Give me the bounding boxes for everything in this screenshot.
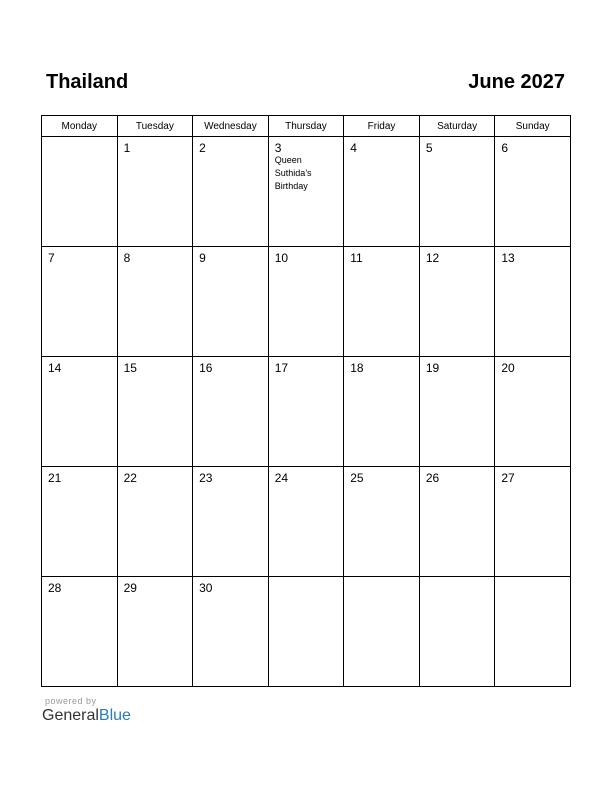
- day-number: 23: [199, 471, 213, 485]
- day-cell: [117, 137, 193, 247]
- day-cell: [344, 467, 420, 577]
- day-number: 1: [123, 141, 131, 155]
- day-cell: [344, 357, 420, 467]
- day-number: 15: [123, 361, 137, 375]
- day-number: 28: [48, 581, 62, 595]
- day-number: 18: [350, 361, 364, 375]
- holiday-event: Queen Suthida’s Birthday: [274, 155, 312, 191]
- day-number: 6: [501, 141, 509, 155]
- day-number: 25: [350, 471, 364, 485]
- brand-general-text: General: [42, 707, 99, 724]
- weekday-sunday: Sunday: [495, 116, 571, 137]
- day-number: 30: [199, 581, 213, 595]
- month-year-title: June 2027: [468, 71, 565, 93]
- week-row: [42, 467, 571, 577]
- day-number: 7: [48, 251, 55, 265]
- day-cell: [419, 467, 495, 577]
- powered-by-label: powered by: [45, 696, 97, 706]
- day-number: 24: [274, 471, 289, 485]
- calendar-grid: [41, 115, 571, 687]
- day-number: 5: [425, 141, 433, 155]
- day-cell: [42, 137, 118, 247]
- day-cell: [344, 577, 420, 687]
- day-number: 26: [425, 471, 440, 485]
- day-cell: [419, 247, 495, 357]
- day-number: 22: [123, 471, 137, 485]
- brand-logo[interactable]: [42, 707, 131, 725]
- brand-blue-text: Blue: [98, 707, 131, 724]
- day-cell: [193, 467, 269, 577]
- day-cell: [495, 577, 571, 687]
- day-cell: [42, 247, 118, 357]
- day-cell: [42, 577, 118, 687]
- day-cell: [193, 357, 269, 467]
- day-number: 19: [425, 361, 440, 375]
- day-cell: [495, 137, 571, 247]
- day-cell: [42, 357, 118, 467]
- day-number: 2: [199, 141, 206, 155]
- day-cell: [193, 137, 269, 247]
- day-cell: [193, 577, 269, 687]
- week-row: [42, 577, 571, 687]
- day-number: 8: [123, 251, 131, 265]
- day-cell: [42, 467, 118, 577]
- day-cell: [117, 467, 193, 577]
- weekday-wednesday: Wednesday: [193, 116, 269, 137]
- day-cell: [268, 467, 344, 577]
- day-number: 17: [274, 361, 289, 375]
- day-cell: [495, 247, 571, 357]
- day-cell: [117, 577, 193, 687]
- weekday-thursday: Thursday: [268, 116, 344, 137]
- weekday-friday: Friday: [344, 116, 420, 137]
- day-cell: [344, 247, 420, 357]
- day-number: 21: [48, 471, 62, 485]
- day-cell: [268, 577, 344, 687]
- day-cell: [268, 137, 344, 247]
- country-title: Thailand: [46, 71, 129, 93]
- day-cell: [419, 577, 495, 687]
- day-number: 29: [123, 581, 137, 595]
- weekday-tuesday: Tuesday: [117, 116, 193, 137]
- day-cell: [117, 247, 193, 357]
- day-number: 13: [501, 251, 515, 265]
- weekday-saturday: Saturday: [419, 116, 495, 137]
- day-number: 16: [199, 361, 213, 375]
- day-number: 14: [48, 361, 62, 375]
- week-row: [42, 357, 571, 467]
- day-cell: [193, 247, 269, 357]
- day-cell: [419, 357, 495, 467]
- day-cell: [495, 357, 571, 467]
- footer-branding: [42, 696, 131, 725]
- day-cell: [495, 467, 571, 577]
- day-cell: [268, 247, 344, 357]
- day-cell: [268, 357, 344, 467]
- day-number: 9: [199, 251, 206, 265]
- day-number: 20: [501, 361, 515, 375]
- day-number: 3: [274, 141, 282, 155]
- week-row: [42, 247, 571, 357]
- day-number: 10: [274, 251, 289, 265]
- day-cell: [117, 357, 193, 467]
- weekday-monday: Monday: [42, 116, 118, 137]
- day-number: 4: [350, 141, 357, 155]
- day-cell: [419, 137, 495, 247]
- day-number: 11: [350, 251, 363, 265]
- weekday-header-row: [42, 116, 571, 137]
- day-number: 27: [501, 471, 515, 485]
- day-cell: [344, 137, 420, 247]
- week-row: [42, 137, 571, 247]
- day-number: 12: [425, 251, 440, 265]
